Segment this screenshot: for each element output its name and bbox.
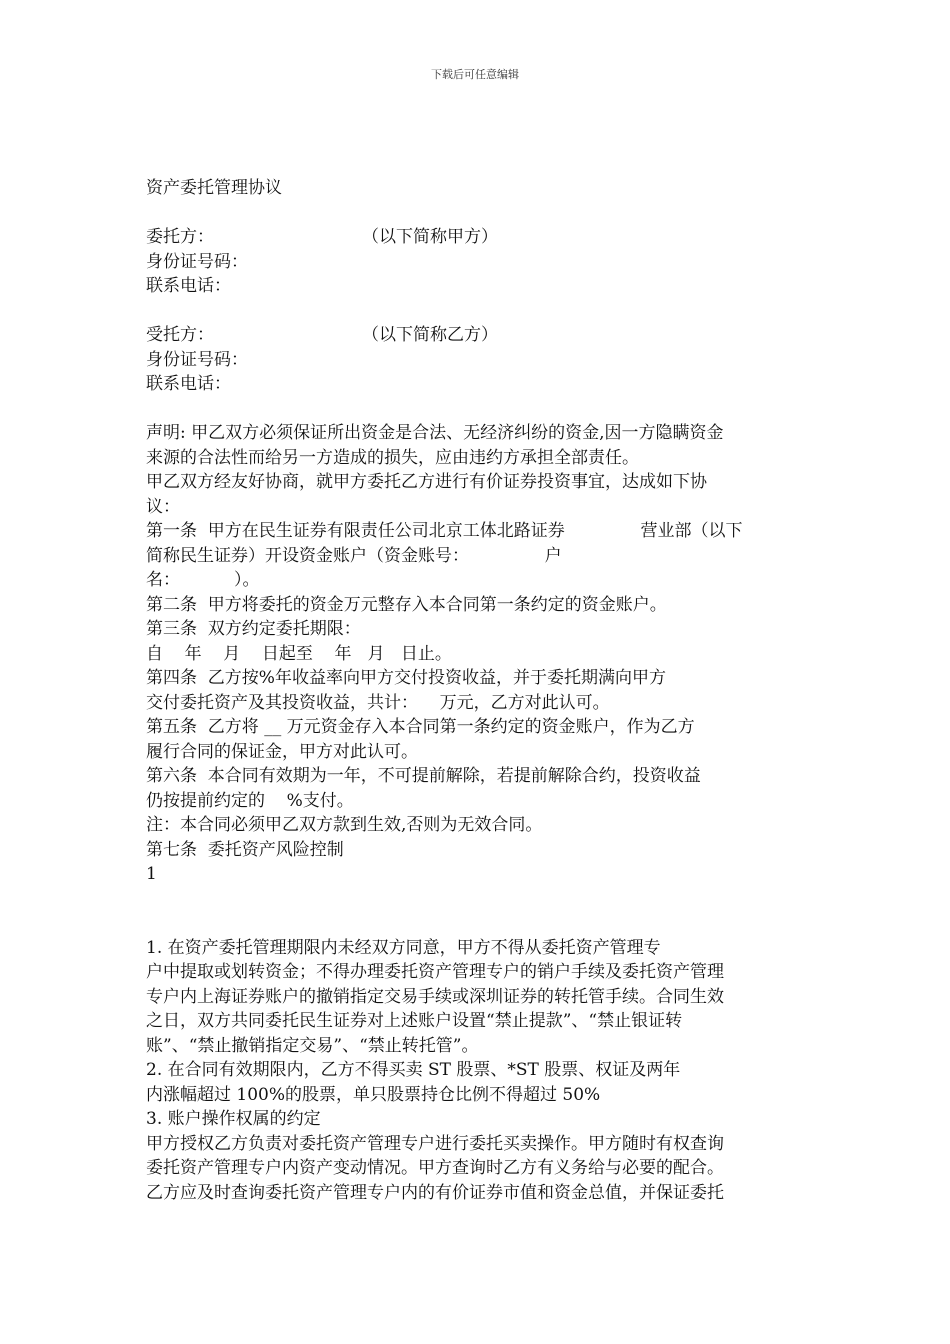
clause-3-line: 3. 账户操作权属的约定 [146,1109,321,1129]
text-line: 甲乙双方经友好协商，就甲方委托乙方进行有价证券投资事宜，达成如下协 [146,472,707,492]
text-line: 交付委托资产及其投资收益，共计： 万元，乙方对此认可。 [146,692,610,713]
text-line: 来源的合法性而给另一方造成的损失，应由违约方承担全部责任。 [146,447,639,468]
clause-1-line: 1. 在资产委托管理期限内未经双方同意，甲方不得从委托资产管理专 [146,937,661,958]
text-line: 议： [146,496,180,517]
note-line: 注：本合同必须甲乙双方款到生效,否则为无效合同。 [146,815,543,835]
party-b-id-label: 身份证号码： [146,349,248,370]
page-number: 1 [146,864,157,884]
text-line: 之日，双方共同委托民生证券对上述账户设置“禁止提款”、“禁止银证转 [146,1011,683,1031]
text-line: 名： ）。 [146,570,260,590]
party-b-abbr: （以下简称乙方） [362,325,498,345]
party-a-line [146,225,816,250]
text-line: 户中提取或划转资金；不得办理委托资产管理专户的销户手续及委托资产管理 [146,962,724,982]
text-line: 账”、“禁止撤销指定交易”、“禁止转托管”。 [146,1035,479,1056]
article-5-line: 第五条 乙方将 __ 万元资金存入本合同第一条约定的资金账户，作为乙方 [146,717,695,737]
document-body [146,176,816,1205]
text-line: 声明: 甲乙双方必须保证所出资金是合法、无经济纠纷的资金,因一方隐瞒资金 [146,423,724,443]
text-line: 仍按提前约定的 %支付。 [146,790,354,811]
party-b-label: 受托方： [146,325,214,345]
party-a-phone-label: 联系电话： [146,276,231,296]
party-b-line [146,323,816,348]
text-line: 委托资产管理专户内资产变动情况。甲方查询时乙方有义务给与必要的配合。 [146,1158,724,1178]
article-3-line: 第三条 双方约定委托期限： [146,619,361,639]
text-line: 内涨幅超过 100%的股票，单只股票持仓比例不得超过 50% [146,1084,601,1105]
party-a-label: 委托方： [146,227,214,247]
clause-2-line: 2. 在合同有效期限内，乙方不得买卖 ST 股票、*ST 股票、权证及两年 [146,1060,681,1080]
page-header-note: 下载后可任意编辑 [431,68,519,81]
text-line: 甲方授权乙方负责对委托资产管理专户进行委托买卖操作。甲方随时有权查询 [146,1133,724,1154]
text-line: 自 年 月 日起至 年 月 日止。 [146,643,452,664]
text-line: 简称民生证券）开设资金账户（资金账号： 户 [146,545,562,566]
article-6-line: 第六条 本合同有效期为一年，不可提前解除，若提前解除合约，投资收益 [146,766,701,786]
text-line: 履行合同的保证金，甲方对此认可。 [146,741,418,762]
document-title: 资产委托管理协议 [146,178,282,198]
article-7-line: 第七条 委托资产风险控制 [146,839,344,860]
party-b-phone-label: 联系电话： [146,374,231,394]
text-line: 乙方应及时查询委托资产管理专户内的有价证券市值和资金总值，并保证委托 [146,1182,724,1203]
article-4-line: 第四条 乙方按%年收益率向甲方交付投资收益，并于委托期满向甲方 [146,668,666,688]
party-a-id-label: 身份证号码： [146,251,248,272]
article-1-line: 第一条 甲方在民生证券有限责任公司北京工体北路证券 营业部（以下 [146,521,743,541]
article-2-line: 第二条 甲方将委托的资金万元整存入本合同第一条约定的资金账户。 [146,594,667,615]
text-line: 专户内上海证券账户的撤销指定交易手续或深圳证券的转托管手续。合同生效 [146,986,724,1007]
party-a-abbr: （以下简称甲方） [362,227,498,247]
